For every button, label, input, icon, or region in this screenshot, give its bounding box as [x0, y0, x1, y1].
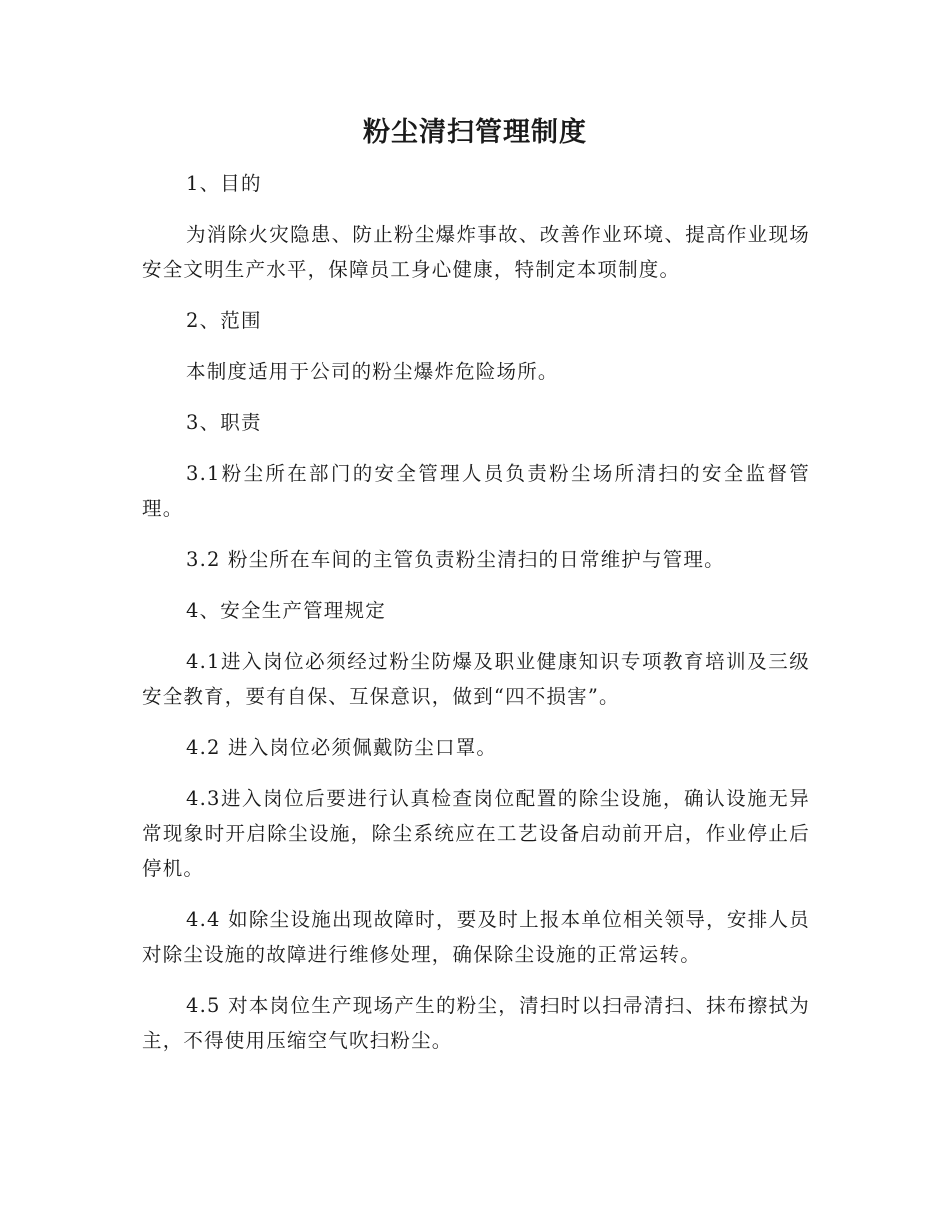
paragraph-rule-4-1: 4.1进入岗位必须经过粉尘防爆及职业健康知识专项教育培训及三级安全教育，要有自保、互保意识，做到“四不损害”。 — [142, 650, 810, 708]
paragraph-rule-4-5: 4.5 对本岗位生产现场产生的粉尘，清扫时以扫帚清扫、抹布擦拭为主，不得使用压缩空气吹扫粉尘。 — [142, 994, 810, 1052]
document-body — [142, 166, 810, 1074]
section-heading-purpose: 1、目的 — [186, 172, 262, 195]
document-title: 粉尘清扫管理制度 — [363, 117, 587, 148]
paragraph-rule-4-4: 4.4 如除尘设施出现故障时，要及时上报本单位相关领导，安排人员对除尘设施的故障进行维修处理，确保除尘设施的正常运转。 — [142, 908, 810, 966]
section-heading-duties: 3、职责 — [186, 411, 262, 434]
paragraph-rule-4-3: 4.3进入岗位后要进行认真检查岗位配置的除尘设施，确认设施无异常现象时开启除尘设施，除尘系统应在工艺设备启动前开启，作业停止后停机。 — [142, 787, 810, 880]
paragraph-duty-3-1: 3.1粉尘所在部门的安全管理人员负责粉尘场所清扫的安全监督管理。 — [142, 462, 810, 520]
section-heading-rules: 4、安全生产管理规定 — [186, 599, 386, 622]
paragraph-rule-4-2: 4.2 进入岗位必须佩戴防尘口罩。 — [186, 736, 498, 759]
paragraph-duty-3-2: 3.2 粉尘所在车间的主管负责粉尘清扫的日常维护与管理。 — [186, 548, 725, 571]
paragraph-scope: 本制度适用于公司的粉尘爆炸危险场所。 — [186, 360, 559, 383]
section-heading-scope: 2、范围 — [186, 309, 262, 332]
paragraph-purpose: 为消除火灾隐患、防止粉尘爆炸事故、改善作业环境、提高作业现场安全文明生产水平，保障员工身心健康，特制定本项制度。 — [142, 223, 810, 281]
